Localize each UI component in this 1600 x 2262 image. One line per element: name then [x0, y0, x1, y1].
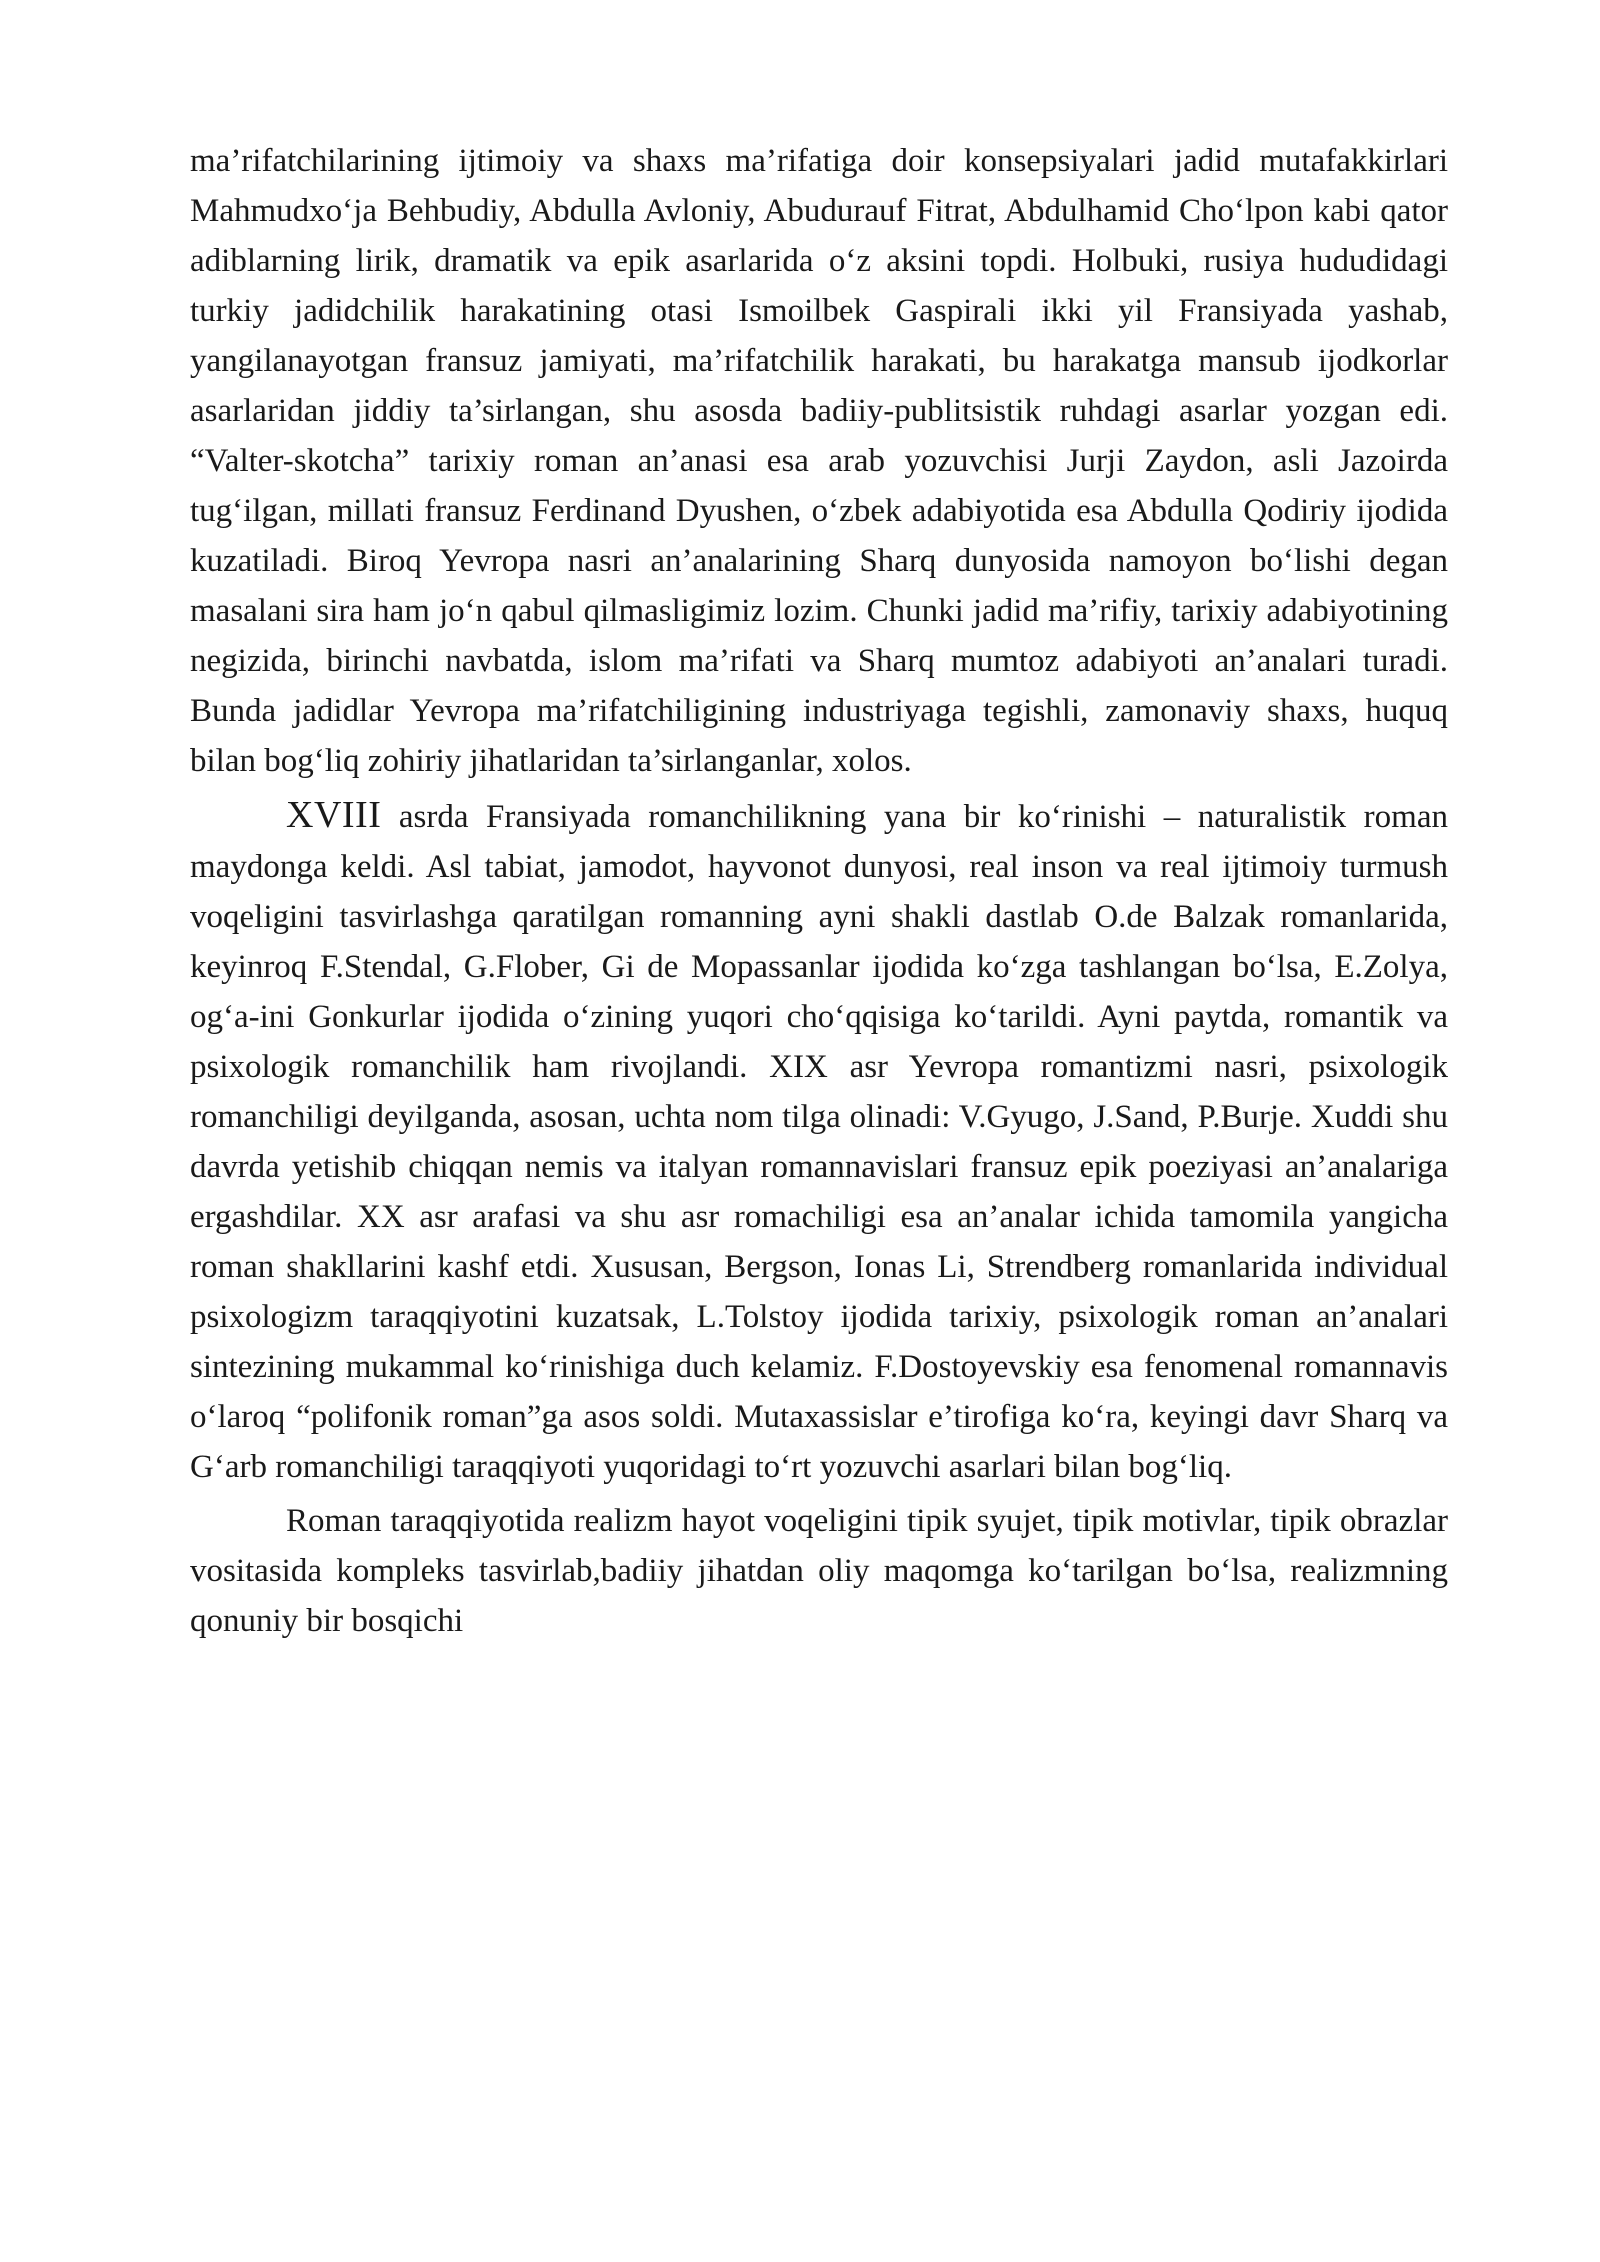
paragraph-2-body: asrda Fransiyada romanchilikning yana bir ko‘rinishi – naturalistik roman maydonga keldi. Asl tabiat, jamodot, hayvonot dunyosi, real inson va real ijtimoiy turmush voqeligini tasvirlashga qaratilgan romanning ayni shakli dastlab O.de Balzak romanlarida, keyinroq F.Stendal, G.Flober, Gi de Mopassanlar ijodida ko‘zga tashlangan bo‘lsa, E.Zolya, og‘a-ini Gonkurlar ijodida o‘zining yuqori cho‘qqisiga ko‘tarildi. Ayni paytda, romantik va psixologik romanchilik ham rivojlandi. XIX asr Yevropa romantizmi nasri, psixologik romanchiligi deyilganda, asosan, uchta nom tilga olinadi: V.Gyugo, J.Sand, P.Burje. Xuddi shu davrda yetishib chiqqan nemis va italyan romannavislari fransuz epik poeziyasi an’analariga ergashdilar. XX asr arafasi va shu asr romachiligi esa an’analar ichida tamomila yangicha roman shakllarini kashf etdi. Xususan, Bergson, Ionas Li, Strendberg romanlarida individual psixologizm taraqqiyotini kuzatsak, L.Tolstoy ijodida tarixiy, psixologik roman an’analari sintezining mukammal ko‘rinishiga duch kelamiz. F.Dostoyevskiy esa fenomenal romannavis o‘laroq “polifonik roman”ga asos soldi. Mutaxassislar e’tirofiga ko‘ra, keyingi davr Sharq va G‘arb romanchiligi taraqqiyoti yuqoridagi to‘rt yozuvchi asarlari bilan bog‘liq.	[190, 799, 1448, 1485]
paragraph-2	[190, 790, 1448, 1492]
paragraph-3: Roman taraqqiyotida realizm hayot voqeligini tipik syujet, tipik motivlar, tipik obrazlar vositasida kompleks tasvirlab,badiiy jihatdan oliy maqomga ko‘tarilgan bo‘lsa, realizmning qonuniy bir bosqichi	[190, 1503, 1448, 1639]
document-page	[190, 136, 1448, 1646]
paragraph-1: ma’rifatchilarining ijtimoiy va shaxs ma’rifatiga doir konsepsiyalari jadid mutafakkirlari Mahmudxo‘ja Behbudiy, Abdulla Avloniy, Abudurauf Fitrat, Abdulhamid Cho‘lpon kabi qator adiblarning lirik, dramatik va epik asarlarida o‘z aksini topdi. Holbuki, rusiya hududidagi turkiy jadidchilik harakatining otasi Ismoilbek Gaspirali ikki yil Fransiyada yashab, yangilanayotgan fransuz jamiyati, ma’rifatchilik harakati, bu harakatga mansub ijodkorlar asarlaridan jiddiy ta’sirlangan, shu asosda badiiy-publitsistik ruhdagi asarlar yozgan edi. “Valter-skotcha” tarixiy roman an’anasi esa arab yozuvchisi Jurji Zaydon, asli Jazoirda tug‘ilgan, millati fransuz Ferdinand Dyushen, o‘zbek adabiyotida esa Abdulla Qodiriy ijodida kuzatiladi. Biroq Yevropa nasri an’analarining Sharq dunyosida namoyon bo‘lishi degan masalani sira ham jo‘n qabul qilmasligimiz lozim. Chunki jadid ma’rifiy, tarixiy adabiyotining negizida, birinchi navbatda, islom ma’rifati va Sharq mumtoz adabiyoti an’analari turadi. Bunda jadidlar Yevropa ma’rifatchiligining industriyaga tegishli, zamonaviy shaxs, huquq bilan bog‘liq zohiriy jihatlaridan ta’sirlanganlar, xolos.	[190, 143, 1448, 779]
paragraph-2-lead: XVIII	[286, 794, 382, 836]
